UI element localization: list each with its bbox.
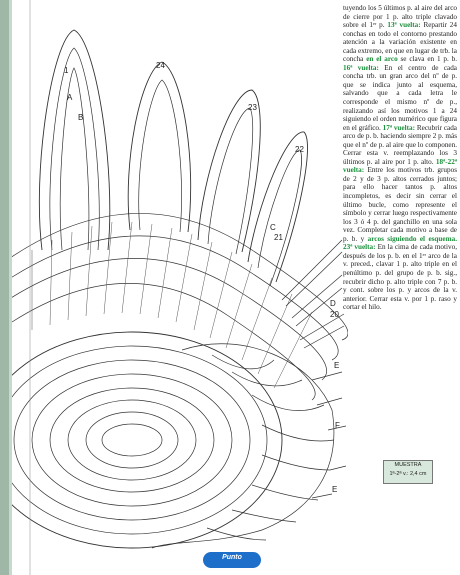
motif-number-20: 20 [330,310,339,319]
instruction-heading: en el arco [366,55,398,64]
instruction-run: se clava en 1 p. b. [397,55,457,64]
motif-letter-c: C [270,223,276,232]
instruction-run: Entre los motivos trb. grupos de 2 y de 3 p. altos cerrados juntos; para ello hacer tantos p. altos incompletos, es decir sin cerrar el último bucle, como represente el símbolo y cerrar luego respectivamente los 3 ó 4 p. del ganchillo en una sola vez. Completar cada motivo a base de p. b. y [343,166,457,243]
instruction-run: Repartir 24 conchas en todo el contorno prestando atención a la variación existente en cada extremo, en que en lugar de trb. la concha [343,21,457,64]
motif-letter-f: F [335,421,340,430]
instruction-heading: 16ª vuelta: [343,63,379,72]
instructions-text [343,4,457,312]
motif-letter-d: D [330,299,336,308]
motif-number-21: 21 [274,233,283,242]
sample-title: MUESTRA [394,462,422,468]
crochet-chart [12,0,348,575]
motif-letter-b: B [78,113,84,122]
motif-number-22: 22 [295,145,304,154]
motif-number-1: 1 [64,66,69,75]
motif-number-23: 23 [248,103,257,112]
instruction-heading: arcos siguiendo el esquema. [367,234,457,243]
motif-letter-e-bottom: E [332,485,338,494]
sample-box [383,460,433,484]
publisher-logo [203,552,261,568]
instruction-run: tuyendo los 5 últimos p. al aire del arco de cierre por 1 p. alto triple clavado sobre el 1ᵉʳ p. [343,4,457,30]
instruction-heading: 23ª vuelta: [343,243,376,252]
motif-letter-e-top: E [334,361,340,370]
motif-number-24: 24 [156,61,165,70]
logo-text: Punto [222,554,242,561]
instruction-heading: 18ª-22ª vuelta: [343,157,457,175]
motif-letter-a: A [67,93,73,102]
page-edge-bar [0,0,9,575]
instruction-heading: 13ª vuelta: [387,21,421,30]
instruction-run: Recubrir cada arco de p. b. haciendo siempre 2 p. más que el nº de p. al aire que lo componen. Cerrar esta v. reemplazando los 3 últimos p. al aire por 1 p. alto. [343,123,457,166]
instruction-heading: 17ª vuelta: [382,123,415,132]
instruction-run: En el centro de cada concha trb. un gran arco del nº de p. que se indica junto al esquema, salvando que a cada letra le corresponde el mismo nº de p., realizando así los motivos 1 a 24 siguiendo el orden numérico que figura en el gráfico. [343,63,457,132]
instruction-run: En la cima de cada motivo, después de los p. b. en el 1ᵉʳ arco de la v. preced., clavar 1 p. alto triple en el penúltimo p. del grupo de p. b. sig., recubrir dicho p. alto triple con 7 p. b. y cont. sobre los p. y arcos de la v. anterior. Cerrar esta v. por 1 p. raso y cortar el hilo. [343,243,457,312]
sample-gauge: 1ª-2ª v.: 2,4 cm [389,471,427,477]
